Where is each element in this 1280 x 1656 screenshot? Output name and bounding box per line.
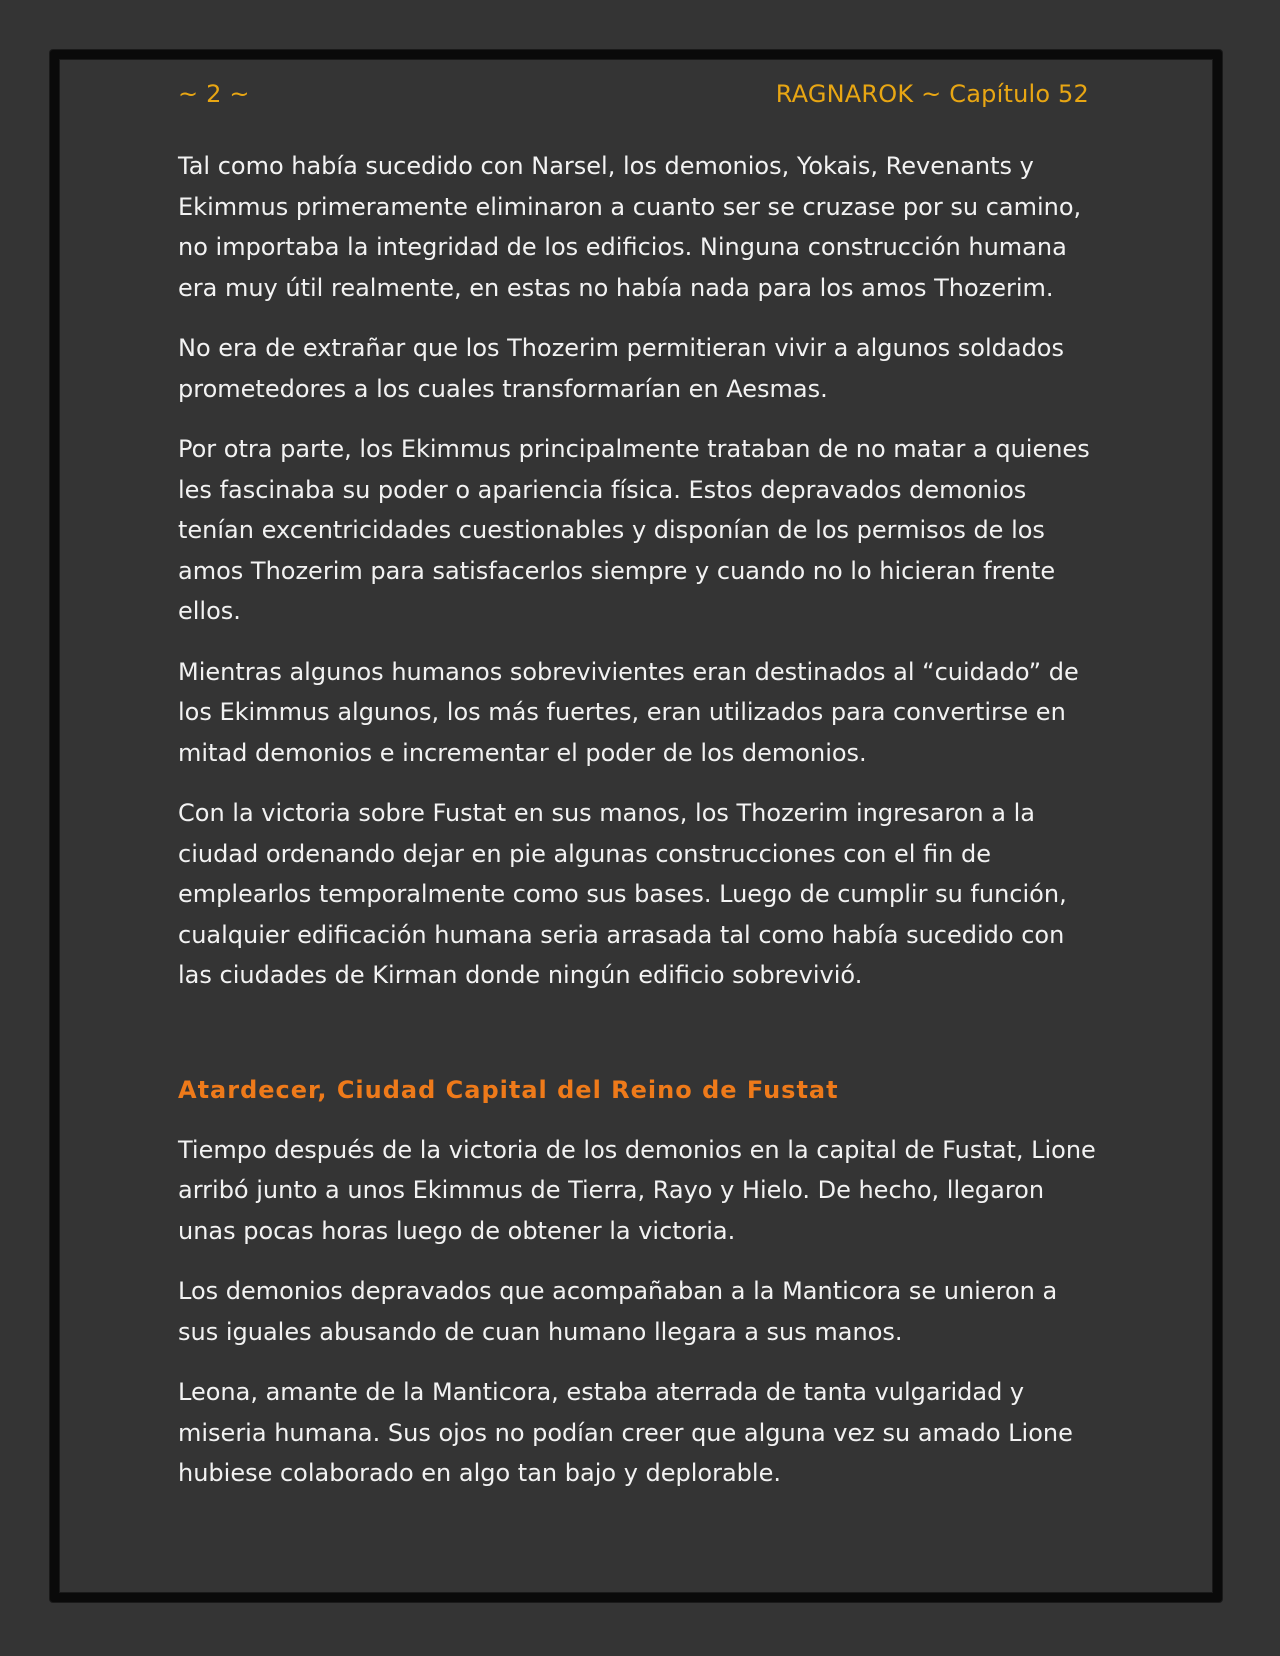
document-body xyxy=(178,146,1096,1514)
paragraph: Por otra parte, los Ekimmus principalmente trataban de no matar a quienes les fascinaba su poder o apariencia física. Estos depravados demonios tenían excentricidades cuestionables y disponían de los permisos de los amos Thozerim para satisfacerlos siempre y cuando no lo hicieran frente ellos. xyxy=(178,435,1090,625)
paragraph: Tiempo después de la victoria de los demonios en la capital de Fustat, Lione arribó junto a unos Ekimmus de Tierra, Rayo y Hielo. De hecho, llegaron unas pocas horas luego de obtener la victoria. xyxy=(178,1135,1096,1245)
paragraph: Tal como había sucedido con Narsel, los demonios, Yokais, Revenants y Ekimmus primeramente eliminaron a cuanto ser se cruzase por su camino, no importaba la integridad de los edificios. Ninguna construcción humana era muy útil realmente, en estas no había nada para los amos Thozerim. xyxy=(178,152,1082,302)
page-header xyxy=(178,76,1089,112)
paragraph: Con la victoria sobre Fustat en sus manos, los Thozerim ingresaron a la ciudad ordenando dejar en pie algunas construcciones con el fin de emplearlos temporalmente como sus bases. Luego de cumplir su función, cualquier edificación humana seria arrasada tal como había sucedido con las ciudades de Kirman donde ningún edificio sobrevivió. xyxy=(178,799,1067,989)
paragraph: Leona, amante de la Manticora, estaba aterrada de tanta vulgaridad y miseria humana. Sus ojos no podían creer que alguna vez su amado Lione hubiese colaborado en algo tan bajo y deplorable. xyxy=(178,1378,1073,1487)
paragraph: Los demonios depravados que acompañaban a la Manticora se unieron a sus iguales abusando de cuan humano llegara a sus manos. xyxy=(178,1277,1058,1346)
chapter-title: RAGNAROK ~ Capítulo 52 xyxy=(775,80,1089,108)
paragraph: Mientras algunos humanos sobrevivientes eran destinados al “cuidado” de los Ekimmus algunos, los más fuertes, eran utilizados para convertirse en mitad demonios e incrementar el poder de los demonios. xyxy=(178,657,1079,767)
paragraph: No era de extrañar que los Thozerim permitieran vivir a algunos soldados prometedores a los cuales transformarían en Aesmas. xyxy=(178,334,1064,403)
section-heading: Atardecer, Ciudad Capital del Reino de Fustat xyxy=(178,1075,839,1104)
page-number: ~ 2 ~ xyxy=(178,80,250,108)
